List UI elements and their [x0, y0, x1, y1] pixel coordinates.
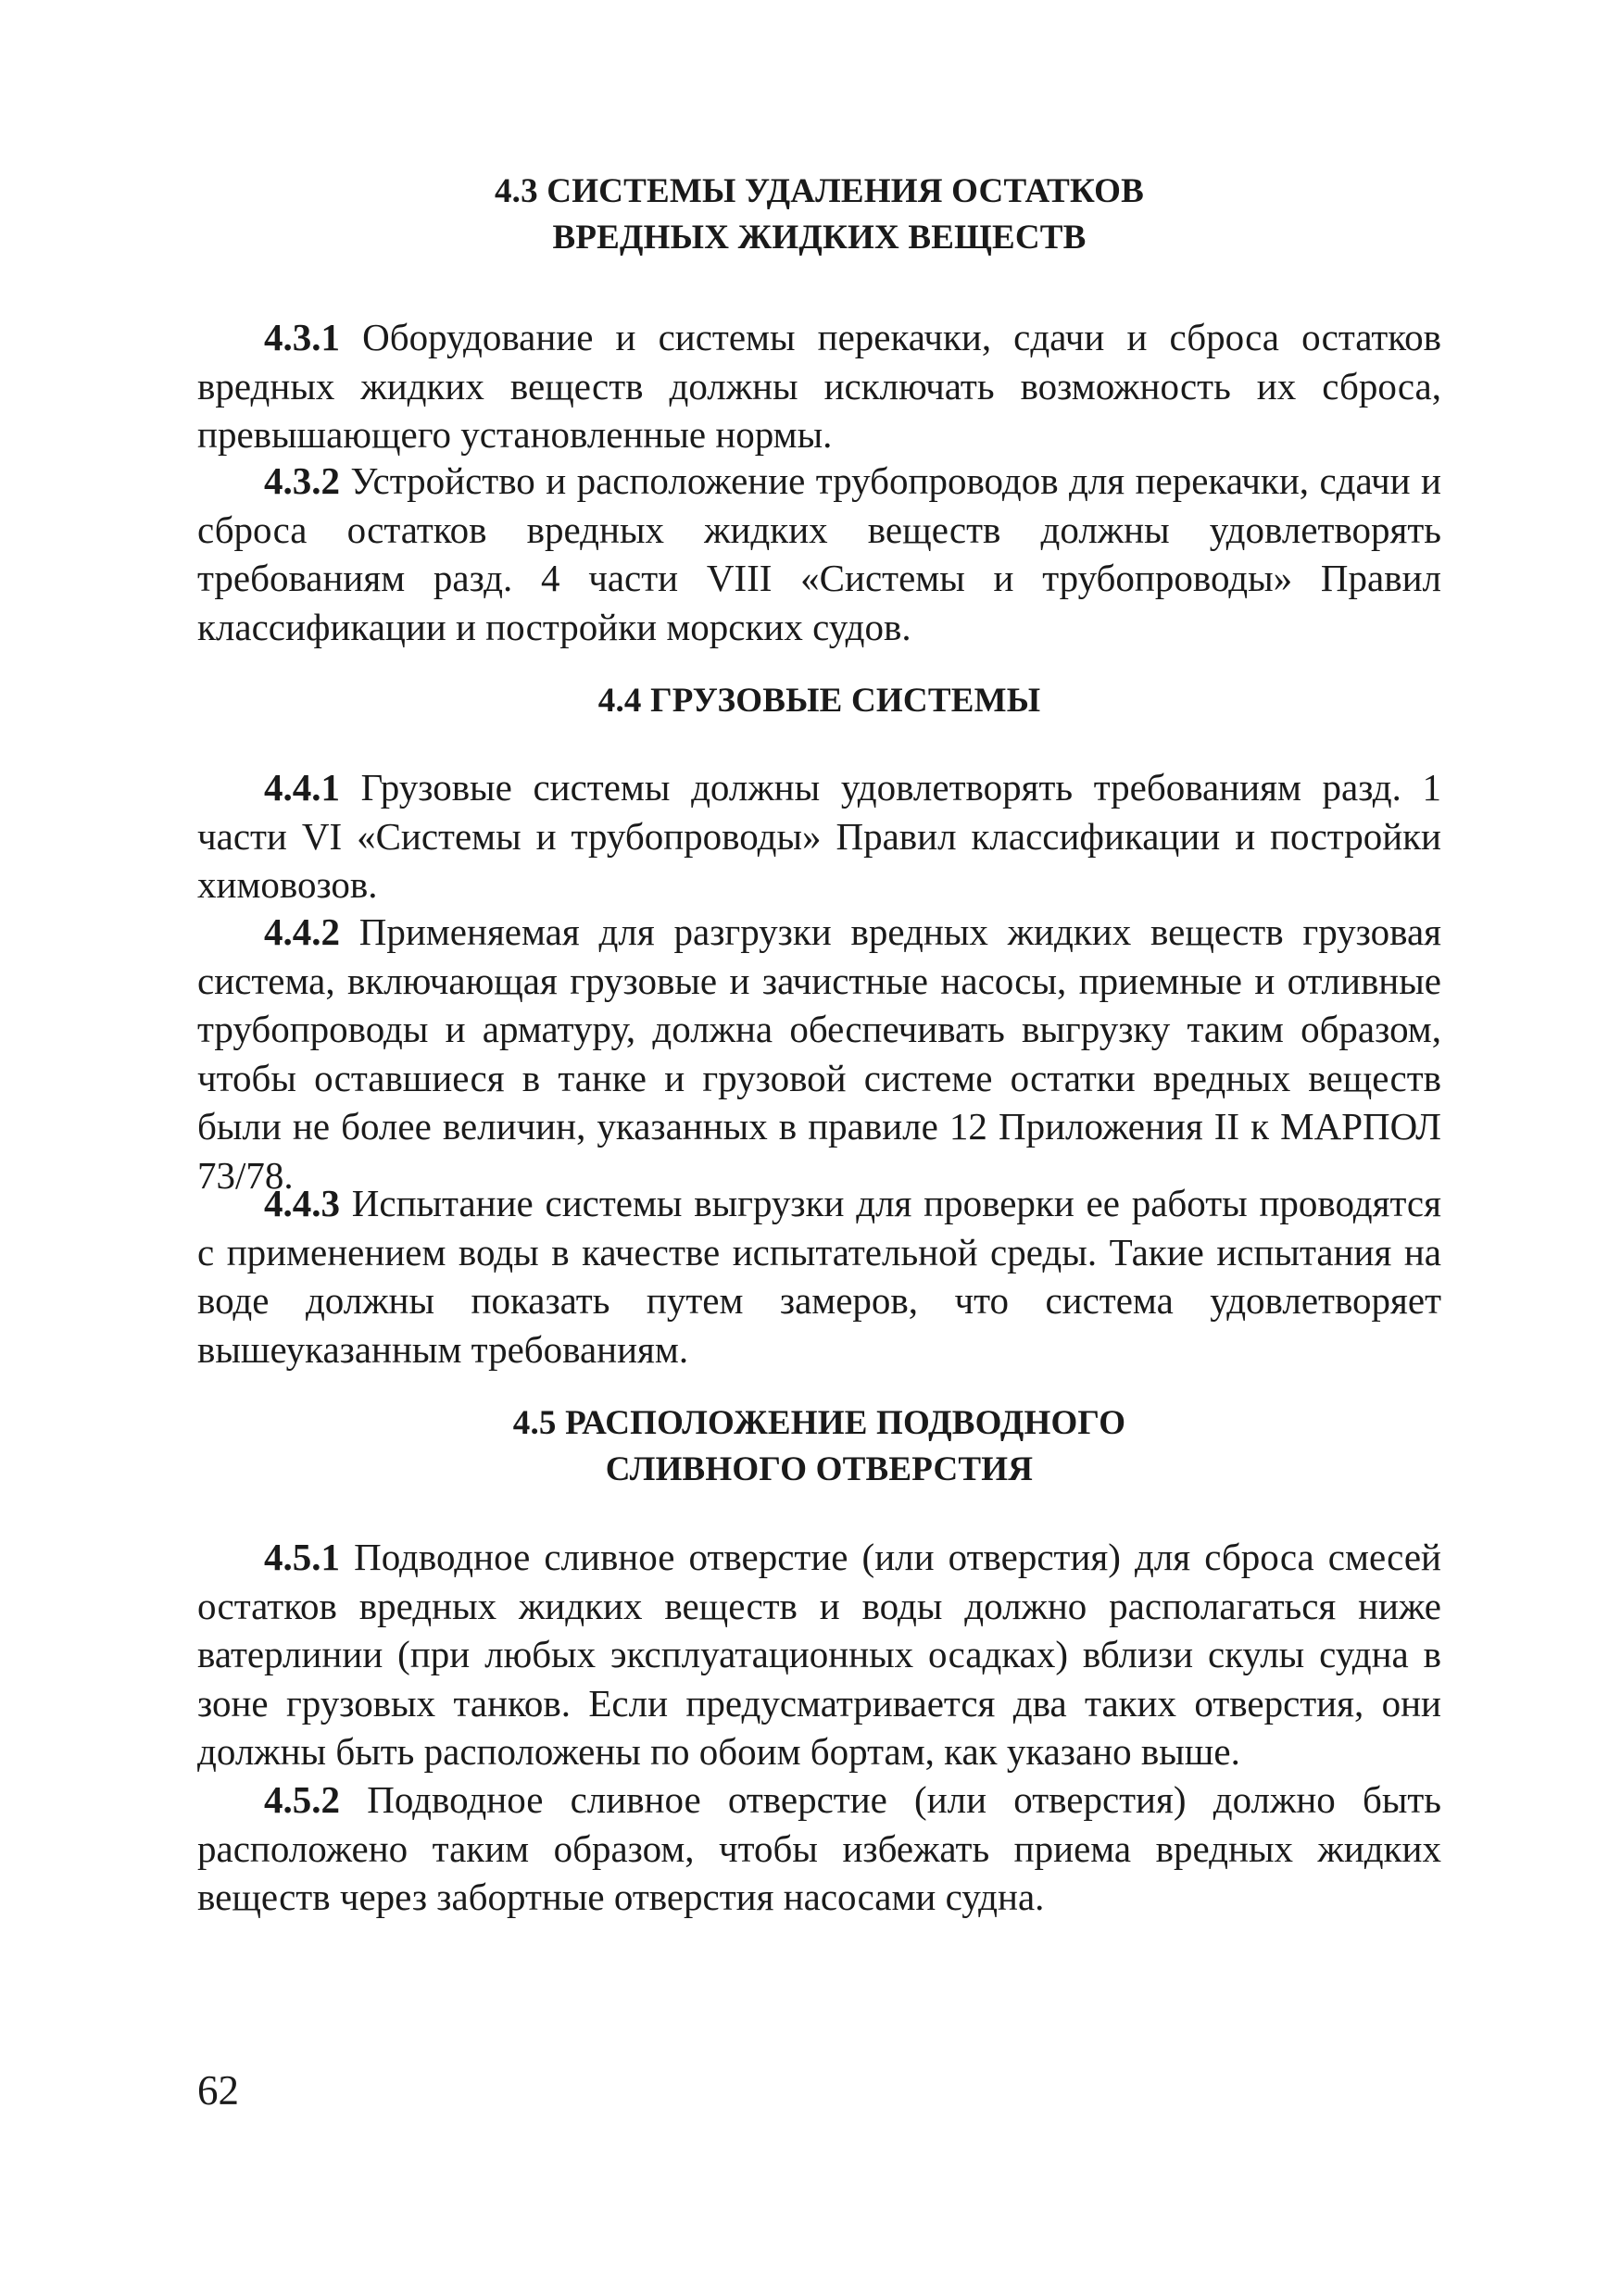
clause-text: Грузовые системы должны удовлетворять требованиям разд. 1 части VI «Системы и трубопроводы» Правил классификации и постройки химовозов. [197, 766, 1441, 906]
clause-number: 4.5.2 [264, 1778, 340, 1821]
clause-text: Испытание системы выгрузки для проверки ее работы проводятся с применением воды в качестве испытательной среды. Такие испытания на воде должны показать путем замеров, что система удовлетворяет вышеуказанным требованиям. [197, 1182, 1441, 1371]
clause-text: Подводное сливное отверстие (или отверстия) должно быть расположено таким образом, чтобы избежать приема вредных жидких веществ через забортные отверстия насосами судна. [197, 1778, 1441, 1918]
section-heading-4-5 [197, 1400, 1441, 1493]
heading-line: 4.4 ГРУЗОВЫЕ СИСТЕМЫ [597, 682, 1041, 720]
clause-number: 4.3.2 [264, 459, 340, 502]
heading-line: 4.3 СИСТЕМЫ УДАЛЕНИЯ ОСТАТКОВ [494, 172, 1145, 210]
clause-number: 4.5.1 [264, 1536, 340, 1578]
clause-text: Подводное сливное отверстие (или отверстия) для сброса смесей остатков вредных жидких веществ и воды должно располагаться ниже ватерлинии (при любых эксплуатационных осадках) вблизи скулы судна в зоне грузовых танков. Если предусматривается два таких отверстия, они должны быть расположены по обоим бортам, как указано выше. [197, 1536, 1441, 1773]
clause-number: 4.3.1 [264, 316, 340, 358]
page-number: 62 [197, 2067, 239, 2114]
heading-line: ВРЕДНЫХ ЖИДКИХ ВЕЩЕСТВ [552, 219, 1087, 257]
paragraph-4-4-1 [197, 763, 1441, 910]
heading-line: СЛИВНОГО ОТВЕРСТИЯ [605, 1450, 1034, 1488]
heading-line: 4.5 РАСПОЛОЖЕНИЕ ПОДВОДНОГО [512, 1404, 1126, 1442]
section-heading-4-4 [197, 678, 1441, 724]
paragraph-4-4-2 [197, 908, 1441, 1199]
paragraph-4-5-2 [197, 1775, 1441, 1922]
clause-text: Оборудование и системы перекачки, сдачи и сброса остатков вредных жидких веществ должны исключать возможность их сброса, превышающего установленные нормы. [197, 316, 1441, 456]
paragraph-4-4-3 [197, 1179, 1441, 1374]
clause-text: Устройство и расположение трубопроводов для перекачки, сдачи и сброса остатков вредных жидких веществ должны удовлетворять требованиям разд. 4 части VIII «Системы и трубопроводы» Правил классификации и постройки морских судов. [197, 459, 1441, 648]
paragraph-4-3-1 [197, 313, 1441, 459]
clause-number: 4.4.3 [264, 1182, 340, 1224]
paragraph-4-5-1 [197, 1533, 1441, 1776]
clause-text: Применяемая для разгрузки вредных жидких веществ грузовая система, включающая грузовые и зачистные насосы, приемные и отливные трубопроводы и арматуру, должна обеспечивать выгрузку таким образом, чтобы оставшиеся в танке и грузовой системе остатки вредных веществ были не более величин, указанных в правиле 12 Приложения II к МАРПОЛ 73/78. [197, 910, 1441, 1197]
section-heading-4-3 [197, 169, 1441, 261]
clause-number: 4.4.2 [264, 910, 340, 953]
clause-number: 4.4.1 [264, 766, 340, 809]
paragraph-4-3-2 [197, 457, 1441, 651]
